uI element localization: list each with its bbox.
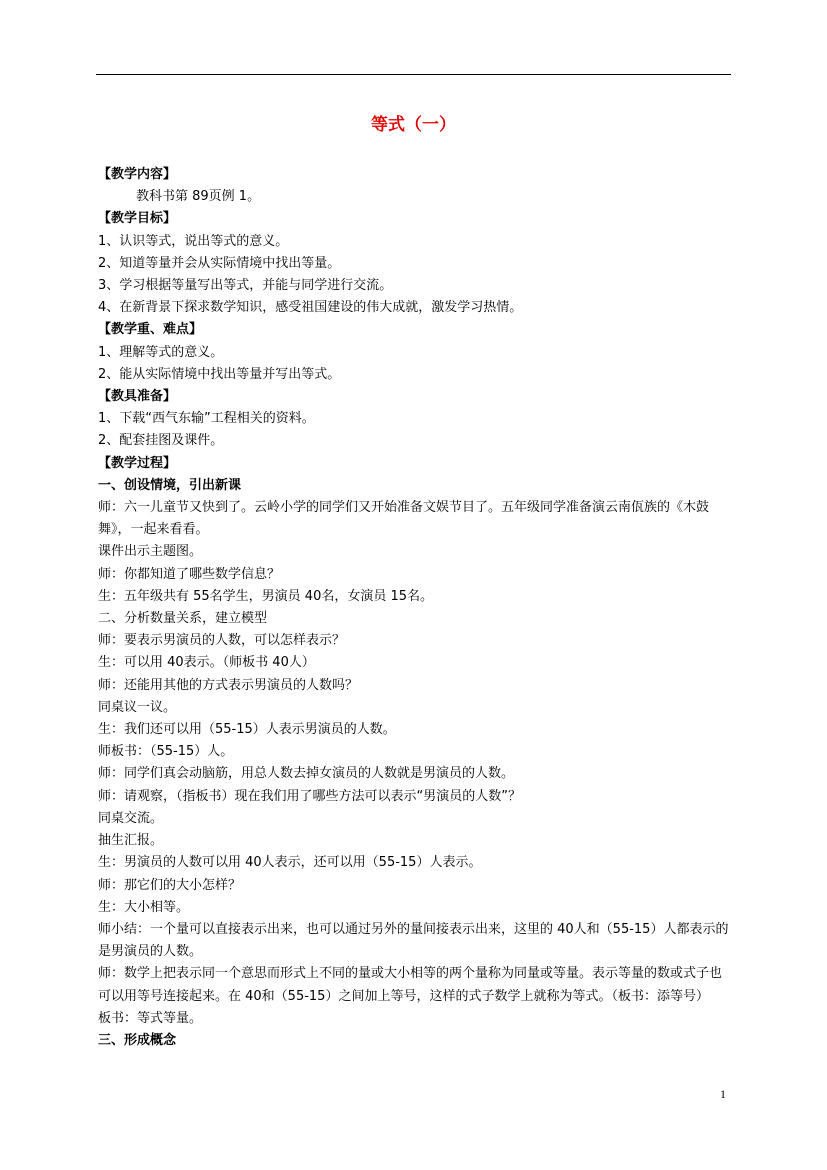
body-line: 课件出示主题图。 [98, 544, 203, 560]
document-body [98, 164, 734, 1052]
body-line: 教科书第 89页例 1。 [136, 189, 261, 205]
body-line: 1、理解等式的意义。 [98, 344, 224, 360]
section-heading: 【教学目标】 [98, 211, 177, 227]
section-heading: 一、创设情境，引出新课 [98, 477, 242, 493]
body-line: 师：六一儿童节又快到了。云岭小学的同学们又开始准备文娱节目了。五年级同学准备演云南佤族的《木鼓舞》，一起来看看。 [98, 500, 710, 538]
body-line: 3、学习根据等量写出等式，并能与同学进行交流。 [98, 278, 393, 294]
body-line: 师：数学上把表示同一个意思而形式上不同的量或大小相等的两个量称为同量或等量。表示等量的数或式子也可以用等号连接起来。在 40和（55-15）之间加上等号，这样的式子数学上就称为等式。（板书：添等号） [98, 966, 723, 1004]
section-heading: 三、形成概念 [98, 1032, 177, 1048]
body-line: 板书：等式等量。 [98, 1010, 203, 1026]
body-line: 生：我们还可以用（55-15）人表示男演员的人数。 [98, 722, 396, 738]
body-line: 师：你都知道了哪些数学信息？ [98, 566, 281, 582]
page-number: 1 [720, 1087, 726, 1101]
section-heading: 【教学内容】 [98, 167, 177, 182]
body-line: 生：可以用 40表示。（师板书 40人） [98, 655, 315, 671]
body-line: 生：五年级共有 55名学生，男演员 40名，女演员 15名。 [98, 588, 434, 604]
body-line: 2、知道等量并会从实际情境中找出等量。 [98, 255, 341, 271]
document-title: 等式（一） [371, 115, 456, 135]
body-line: 同桌议一议。 [98, 699, 177, 715]
body-line: 1、下载“西气东输”工程相关的资料。 [98, 411, 315, 427]
section-heading: 【教具准备】 [98, 389, 177, 405]
body-line: 抽生汇报。 [98, 833, 164, 849]
body-line: 师：还能用其他的方式表示男演员的人数吗？ [98, 677, 359, 693]
body-line: 同桌交流。 [98, 810, 164, 826]
section-heading: 【教学过程】 [98, 455, 177, 471]
body-line: 师：同学们真会动脑筋，用总人数去掉女演员的人数就是男演员的人数。 [98, 766, 515, 782]
body-line: 师：要表示男演员的人数，可以怎样表示？ [98, 633, 346, 649]
body-line: 师板书：（55-15）人。 [98, 744, 234, 760]
body-line: 2、配套挂图及课件。 [98, 433, 224, 449]
body-line: 二、分析数量关系，建立模型 [98, 611, 268, 627]
body-line: 师：那它们的大小怎样？ [98, 877, 242, 893]
body-line: 师小结：一个量可以直接表示出来，也可以通过另外的量间接表示出来，这里的 40人和（55-15）人都表示的是男演员的人数。 [98, 921, 729, 960]
body-line: 2、能从实际情境中找出等量并写出等式。 [98, 366, 341, 382]
section-heading: 【教学重、难点】 [98, 322, 203, 338]
body-line: 生：男演员的人数可以用 40人表示，还可以用（55-15）人表示。 [98, 855, 482, 871]
body-line: 1、认识等式，说出等式的意义。 [98, 233, 289, 249]
body-line: 4、在新背景下探求数学知识，感受祖国建设的伟大成就，激发学习热情。 [98, 300, 523, 316]
body-line: 生：大小相等。 [98, 899, 190, 915]
body-line: 师：请观察，（指板书）现在我们用了哪些方法可以表示“男演员的人数”？ [98, 788, 521, 804]
header-rule [96, 74, 731, 75]
